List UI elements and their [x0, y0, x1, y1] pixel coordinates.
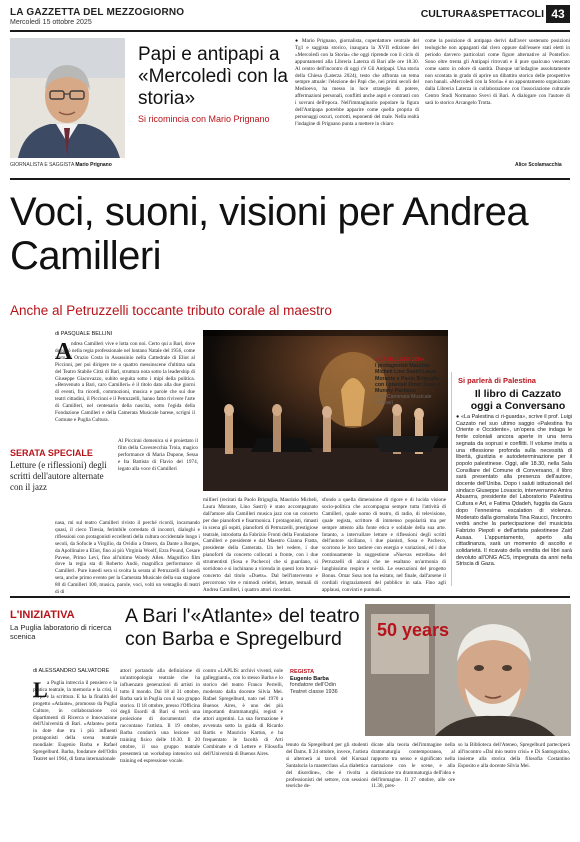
- papi-body-col2: come la posizione di antipapa derivi dall'aver sostenuto posizioni teologiche non appaganti dal clero oppure dall'essere stati eletti in periodo davvero particolari come figure alternative al Pontefice. Sono oltre trenta gli Antipapi ritrovati e il pure qualcuno venerato come santo in odore di santità. Dunque un'indagine assolutamente non scontata in grado di aprire un dibattito storico delle prospettive non banali. «Mercoledì con la Storia» è un appuntamento organizzato dalla Libreria Laterza in collaborazione con l'associazione culturale Centro Studi Normanno Svevi di Bari. A dialogare con l'autore di sarà lo storico Arcangelo Trotta.: [425, 38, 570, 107]
- bari-body-col5: dicate alla teoria dell'immagine nella drammaturgia contemporanea, al rapporto tra senso e significato nella narrazione con le scene, e alla distinzione tra drammaturgia dell'idea e dell'immagine. Il 27 ottobre, alle ore 11.30, pres-: [371, 742, 455, 790]
- portrait-illustration: [10, 38, 125, 158]
- top-story-divider: [10, 178, 570, 180]
- stage-illustration: [203, 330, 448, 491]
- main-lead-text: ndrea Camilleri vive e lotta con noi. Certo qui a Bari, dove debuttò nella regia professionale nel lontano Natale del 1956, come aiuto di Orazio Costa in Assassinio nella Cattedrale di Eliot al Piccinni, per poi dirigere tre o quattro messinscene d'ultima sala del Teatro Stabile Città di Bari, struttura nota sotto la leadership di Giuseppe Giacovazzo, subito seguita sotto i mipi della politica. «Benvenuto a Bari, caro Camilleri» è il titolo dato alla due giorni di eventi, fra ricordi, commozioni, musica e parole che sui due teatri cittadini, il Piccinni e il Petruzzelli, hanno fatto rivivere l'arte di Camilleri, nel centenario della nascita, sotto l'egida della Fondazione Camilleri e della Camerata Musicale barese, scrigni il Comune e Puglia Cultura.: [55, 341, 196, 423]
- main-dropcap: A: [55, 339, 73, 365]
- main-byline: di PASQUALE BELLINI: [55, 331, 113, 337]
- caption-name: Mario Prignano: [75, 162, 112, 168]
- iniziativa-sub: La Puglia laboratorio di ricerca scenica: [10, 623, 112, 641]
- prignano-photo-caption: [10, 162, 130, 168]
- sidebar-headline: Il libro di Cazzato oggi a Conversano: [470, 388, 566, 412]
- prignano-photo: [10, 38, 125, 158]
- bari-body-col4: tenuto da Spregelburd per gli studenti del Dams. Il 24 ottobre, invece, l'artista si alternerà ai tavoli del Kursaal Santalucia la masterclass «La dialettica del disordine», che è rivolta a professionisti del settore, con sessioni teoriche de-: [286, 742, 368, 790]
- serata-speciale-box: [10, 448, 115, 493]
- main-subheadline: Anche al Petruzzelli toccante tributo corale al maestro: [10, 303, 332, 318]
- serata-text: Letture (e riflessioni) degli scritti dell'autore alternate con il jazz: [10, 460, 107, 492]
- main-body-col1c: nasa, mi sul teatro Camilleri rivisto il perché ricordi, incarnando quasi, il cieco Tiresia, ferimbile corredato di incontri, dialoghi e riflessioni con protagonisti eccellenti della cultura occidentale lungo i secoli, da Sofocle a Virgilio, da Ovidio a Omero, da Dante a Borges, da Apollinaire a Eliot, fino ai più Virginia Woolf, Ezra Pound, Cesare Pavese, Primo Levi, fino all'ultimo Woody Allen. Magnifico film dove la regia sta di Roberto Andò, magnifica performance di Camilleri. Pure lunedì sera si svolta la serata al Petruzzelli di lunedì sera, anche primo evento per la Camerata Musicale della sua stagione 80 di Camilleri 100, musica, parole, voci, volti un ventaglio di teatri di di: [55, 520, 200, 596]
- papi-body-col1: ● Mario Prignano, giornalista, coperdattore centrale del Tg1 e saggista storico, inaugura la XVII edizione dei «Mercoledì con la Storia» che oggi riprende con il ciclo di appuntamenti alla Libreria Laterza di Bari alle ore 18.30. Al centro dell'incontro di oggi c'è Gli Antipapi. Una storia della Chiesa (Laterza 2024), testo che affronta un tema sempre attuale: l'elezione dei Papi che, nei primi secoli del Medioevo, ha messo in luce strategie di potere, affermazioni personali, conflitti anche aspri e contrasti con i sovrani dell'epoca. Nell'immaginario popolare la figura dell'Antipapa potrebbe apparire come quella propria di personaggi oscuri, corrotti, esponenti del male. Nella realtà l'indagine di Prignano punta a mettere in chiaro: [295, 38, 419, 127]
- bari-dropcap: L: [33, 677, 48, 702]
- caption-body: I protagonisti Maurizio Micheli Lino Sastri Laura Morante e Paolo Briguglia con i pianisti Omar Sosa e Munoly Pacheco: [375, 363, 440, 395]
- barba-photo-caption: [290, 669, 350, 695]
- section-name: CULTURA&SPETTACOLI: [420, 8, 544, 20]
- main-body-col2: millieri (recitati da Paolo Briguglia, Maurizio Micheli, Laura Morante, Lino Sastri) è stato accompagnato dall'amore alla Camilleri musica jazz con un concerto per due pianoforti e fisarmonica. I protagonisti, rimasti in scena gli ospiti, pianoforti di Petruzzelli, prestigiose teatrale, introdotta da Fabrizio Fronti della Fondazione Camilleri e presidente e dal Maestro Gianna Fratta, presidente della Camerata. Un bel vedere, i due pianoforti da concerto collocati a fronte, con i due strumentisti (Sosa e Pacheco) che si guardano, si sorridono e si inchinano a vicenda in questi loro brani-concerto dal titolo «Duets». Dal bell'intervento e percorrono vite e mimodi celebri, letture, testuali di Andrea Camilleri, i quattro attori ricordati.: [203, 497, 318, 593]
- sidebar-body: ● «La Palestina ci ri-guarda», scrive il prof. Luigi Cazzato nel suo ultimo saggio «Palestina fra Oriente e Occidente», un'opera che indaga le ferite coloniali ancora aperte in una terra segnata da soprusi e conflitti. Il volume invita a una riflessione profonda sulla necessità di libertà, giustizia e autodeterminazione per il popolo palestinese. Oggi, alle 18.30, nella Sala Consiliare del Comune di Conversano, il libro sarà presentato alla presenza dell'autore, docente dell'Uniba. Dopo i saluti istituzionali del sindaco Giuseppe Lovascio, interverranno Amira Abuarrra, presidente del Laboratorio Palestina Cultura e Art, e Fatima Qdadeh, fuggita da Gaza dopo l'ennesima escalation di violenza. Moderato dalla giornalista Tina Raucci, l'incontro vedrà anche la partecipazione del musicista Fabrizio Piepoli e dell'artista palestinese Zaid Ausaa. L'appuntamento, aperto alla cittadinanza, sarà un momento di ascolto e solidarietà. Il ricavato della vendita dei libri sarà devoluto all'ONG ACS, impegnata da anni nella Striscia di Gaza.: [456, 414, 572, 568]
- stage-photo: [203, 330, 448, 491]
- main-body-col1b: Al Piccinni domenica si è proiettato il film della Cavesrecchia Troia, magico performance di Maria Dupone, Sessa e Ita Battista di Flavio del 1974, legato alla voce di Camilleri: [118, 438, 198, 472]
- iniziativa-title: L'INIZIATIVA: [10, 609, 75, 621]
- iniziativa-box: [10, 609, 118, 641]
- caption-head: REGISTA: [290, 669, 315, 675]
- bari-body-col1: a Puglia intreccia il pensiero e la pratica teatrale, la memoria e la crisi, il corpo e la scrittura. E ha la finalità del progetto «Atlante», promosso da Puglia Culture, in collaborazione coi dipartimenti di Ricerca e Innovazione dell'Università di Bari. «Atlante» porta in dote due tra i più influenti protagonisti della scena teatrale mondiale: Eugenio Barba e Rafael Spregelburd. Barba, fondatore dell'Odin Teatret nel 1964, di fama internazionale: [33, 680, 117, 762]
- bari-body-col6: so la Biblioteca dell'Ateneo, Spregelburd parteciperà all'incontro «Dal mio teatro crisi» e Di Santogustino, insieme alla storica della filosofia Costantino Esposito e alla docente Silvia Mei.: [458, 742, 570, 769]
- caption-body: fondatore dell'Odin Teatret classe 1936: [290, 682, 338, 695]
- papi-headline: Papi e antipapi a «Mercoledì con la storia»: [138, 44, 288, 109]
- main-body-col3: sfondo a quella dimensione di rigore e di lucida visione socio-politica che accompagna sempre tutta l'attività di Camilleri, quale uomo di teatro, di radio, di televisione, quale regista, scrittore di immenso popolarità ma per sempre attento alla fonte etica e solidale della sua arte. Intanto, a intervallare letture e riflessioni degli scritti dell'autore siciliano, i due pianisti, Sosa e Pacheco, scorrono le loro tastiere con energia e variazioni, ed i due continuamente la suggestione «Nuevas estrellas» del Petruzzelli di alcuni che ne esaltano un'armonia di lunghissimo respiro e verità. Le esecuzioni del progetto Bonus. Omar Sosa non ha esitato, nel finale, dall'arsene il cordiali ringraziamenti del pubblico in sala. Fino agli applausi, convinti e puntuali.: [322, 497, 446, 593]
- papi-signature: Alice Scolamacchia: [515, 162, 562, 168]
- masthead: [10, 7, 210, 29]
- caption-role: GIORNALISTA E SAGGISTA: [10, 162, 74, 168]
- papi-subheadline: Si ricomincia con Mario Prignano: [138, 114, 270, 124]
- caption-credit: (foto Camerata Musicale Barese): [375, 394, 432, 407]
- barba-portrait-illustration: [365, 604, 571, 736]
- bari-body-col3: contro «LAPLIS: archivi viventi, nole galleggianti», con lo stesso Barba e lo storico del teatro Franco Perrelli, moderato dalla docente Silvia Mei. Rafael Spregelburd, nato nel 1970 a Buenos Aires, è uno dei più importanti drammaturghi, registi e attori argentini. La sua formazione è avvenuta sotto la guida di Ricardo Bartis e Mauricio Kartun, e ha frequentato le facoltà di Arti Combinate e di Lettere e Filosofia dell'Università di Buenos Aires.: [203, 668, 283, 757]
- caption-head: «CAMILLERI 100»: [375, 357, 425, 363]
- bari-body-col2: attori portando alla definizione di un'antropologia teatrale che ha influenzato generazioni di artisti in tutto il mondo. Dai 18 al 31 ottobre, Barba sarà in Puglia con il suo gruppo storico. Il 18 ottobre, presso l'Officina degli Esordi di Bari si terrà una proiezione di documentari che raccontano l'artista. Il 19 ottobre, Barba condurrà una lezione sul training fisico delle 10.30. Il 20 ottobre, il suo gruppo teatrale presenterà un workshop intensivo sul training ed espressione vocale.: [120, 668, 200, 764]
- serata-title: SERATA SPECIALE: [10, 448, 93, 458]
- sidebar-kicker: Si parlerà di Palestina: [458, 376, 536, 385]
- lower-story-divider: [10, 596, 570, 598]
- poster-text: 50 years: [377, 620, 450, 640]
- caption-name: Eugenio Barba: [290, 675, 329, 682]
- stage-photo-caption: [375, 357, 445, 407]
- bari-byline: di ALESSANDRO SALVATORE: [33, 668, 110, 674]
- main-headline: Voci, suoni, visioni per Andrea Camilleri: [10, 190, 529, 278]
- newspaper-name: LA GAZZETTA DEL MEZZOGIORNO: [10, 7, 185, 18]
- issue-date: Mercoledì 15 ottobre 2025: [10, 19, 92, 26]
- header-rule: [10, 30, 570, 32]
- bari-headline: A Bari l'«Atlante» del teatro con Barba e Spregelburd: [125, 605, 360, 650]
- page-number: 43: [546, 5, 570, 23]
- barba-photo: [365, 604, 571, 736]
- sidebar-divider: [451, 372, 452, 586]
